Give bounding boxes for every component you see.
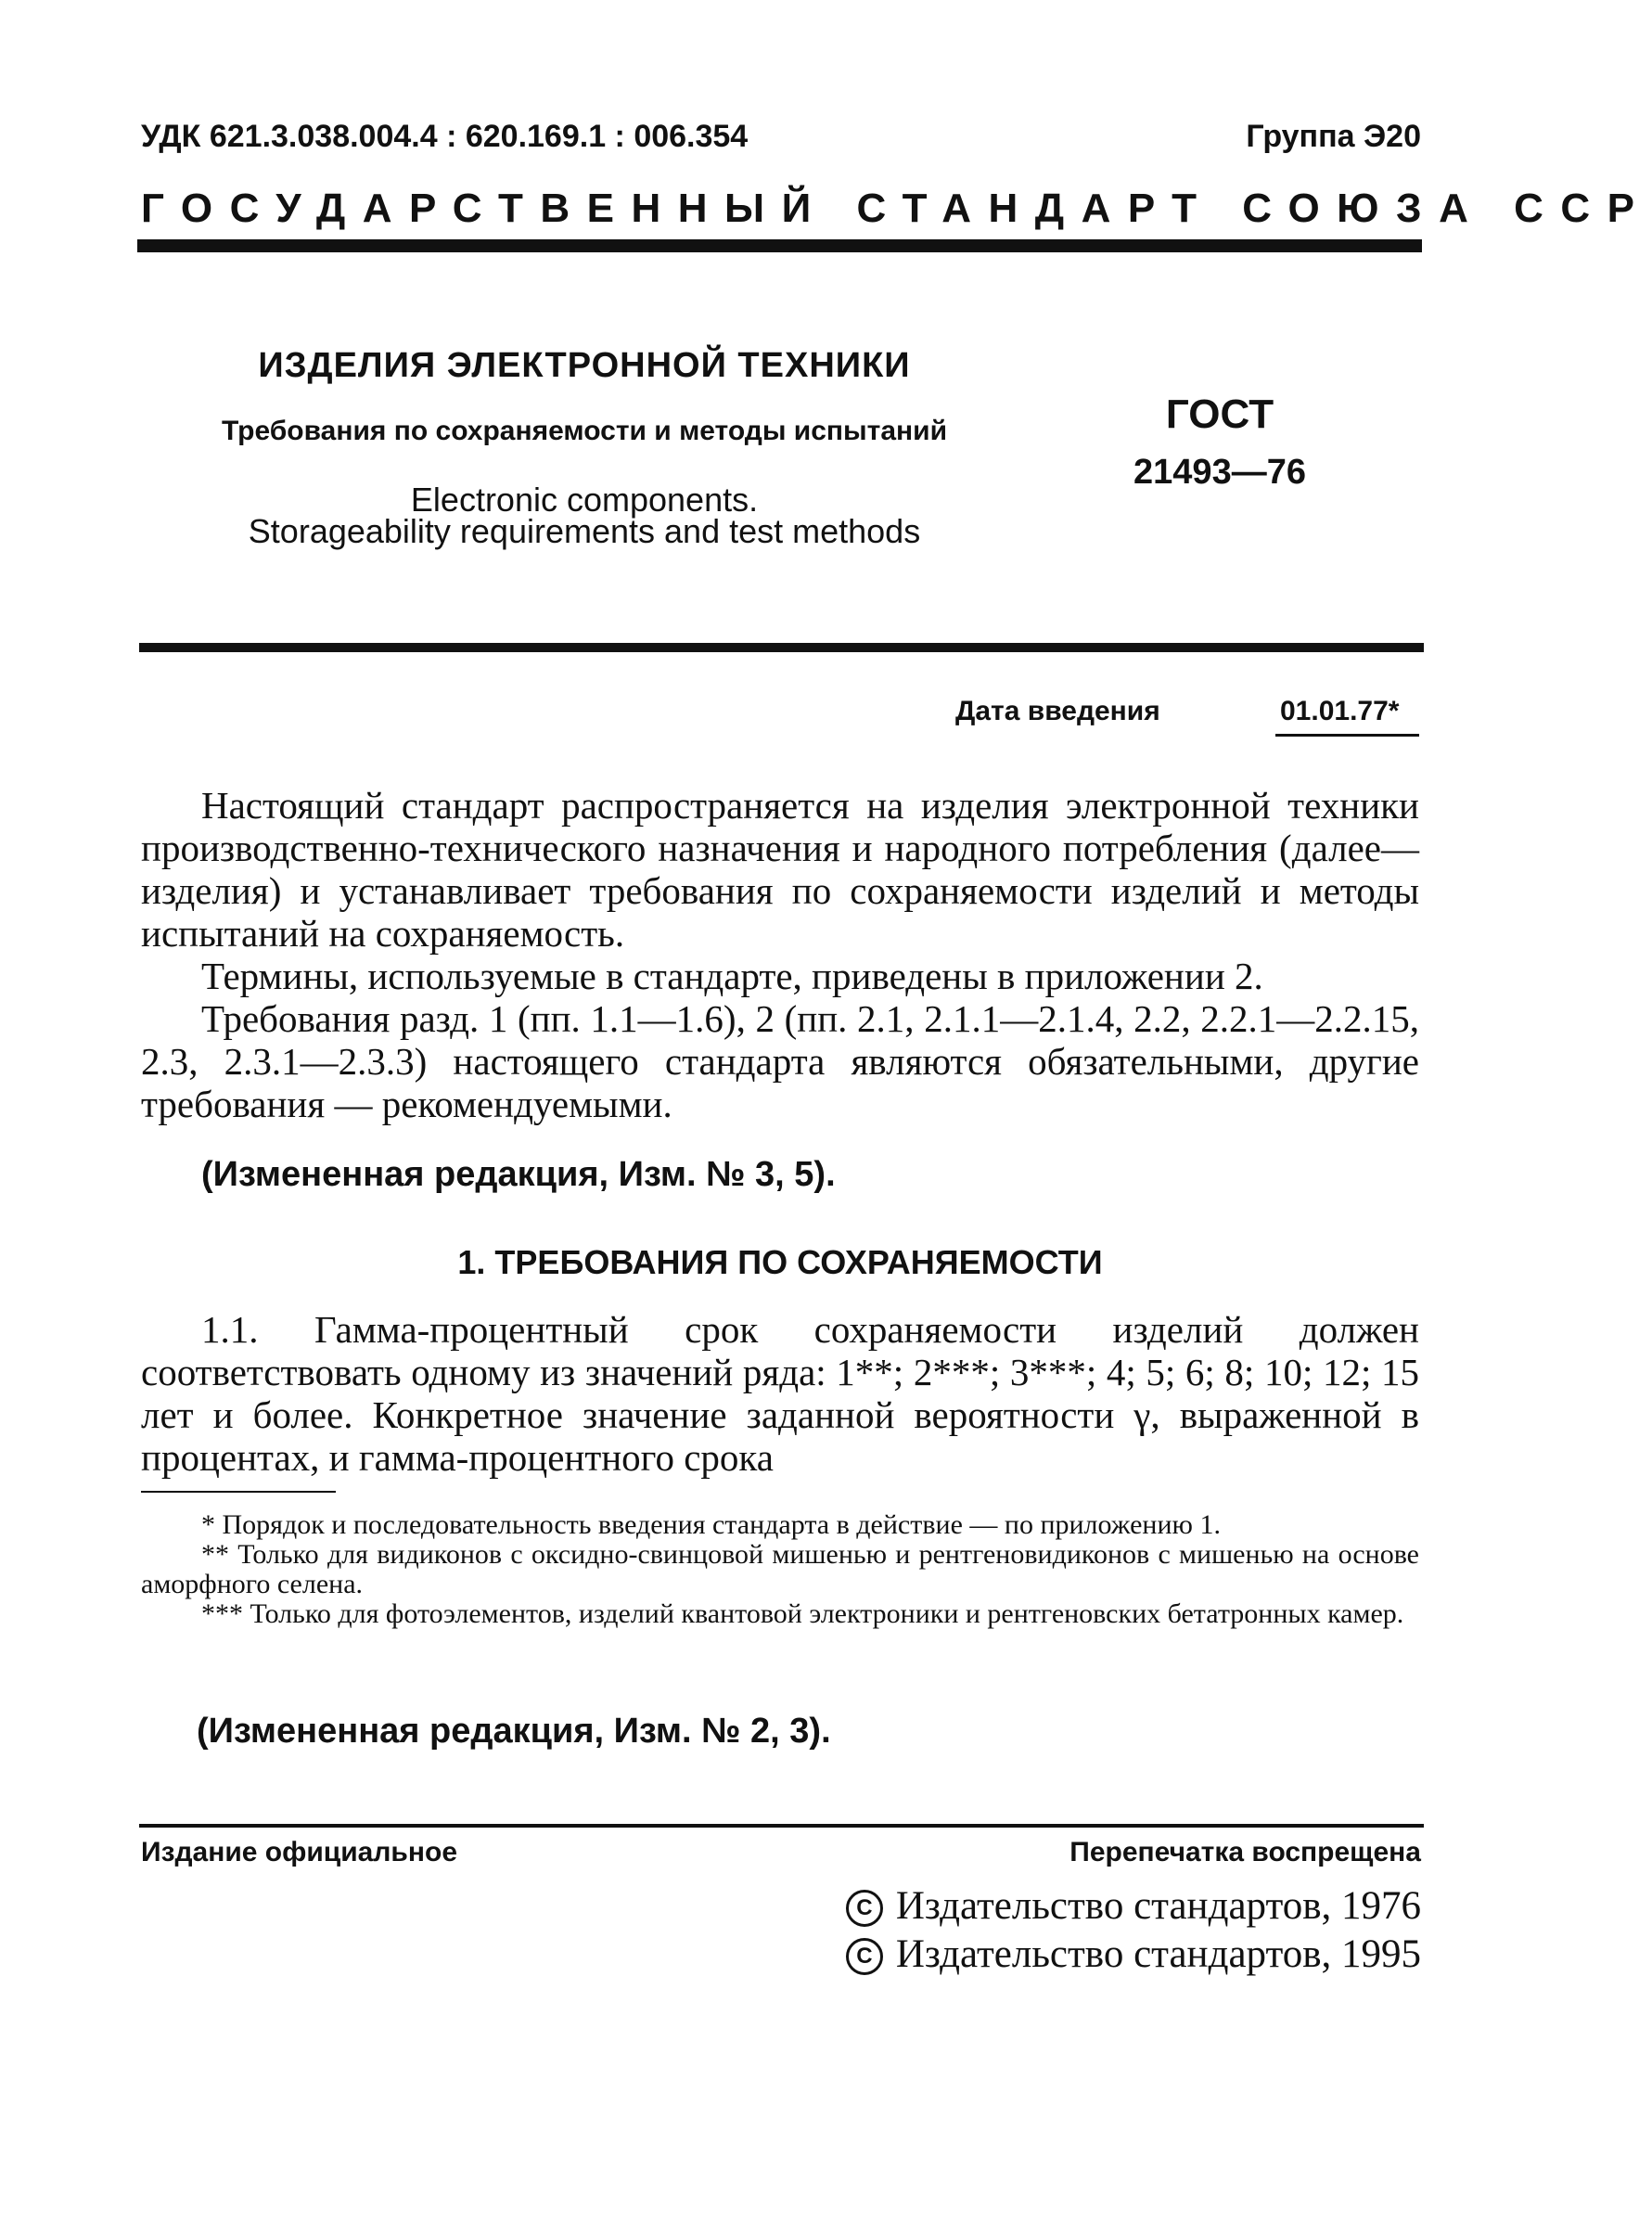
copyright-line-1 (846, 1883, 1421, 1929)
intro-paragraph-1: Настоящий стандарт распространяется на изделия электронной техники производственно-технического назначения и народного потребления (далее—изделия) и устанавливает требования по сохраняемости изделий и методы испытаний на сохраняемость. (141, 784, 1419, 955)
udk-code: УДК 621.3.038.004.4 : 620.169.1 : 006.354 (141, 119, 749, 154)
intro-paragraph-2: Термины, используемые в стандарте, приведены в приложении 2. (201, 955, 1263, 997)
intro-date-underline (1275, 734, 1419, 737)
footnote-rule (141, 1491, 336, 1493)
section-1-title: 1. ТРЕБОВАНИЯ ПО СОХРАНЯЕМОСТИ (457, 1243, 1103, 1281)
copyright-2-text: Издательство стандартов, 1995 (895, 1932, 1421, 1976)
footnote-1: * Порядок и последовательность введения стандарта в действие — по приложению 1. (201, 1509, 1221, 1540)
copyright-line-2 (846, 1931, 1421, 1977)
clause-1-1-text: 1.1. Гамма-процентный срок сохраняемости изделий должен соответствовать одному из значений ряда: 1**; 2***; 3***; 4; 5; 6; 8; 10; 12; 15 лет и более. Конкретное значение заданной вероятности γ, выраженной в процентах, и гамма-процентного срока (141, 1308, 1419, 1479)
top-rule (137, 239, 1422, 252)
bottom-rule (139, 1824, 1424, 1828)
footnote-revision-note: (Измененная редакция, Изм. № 2, 3). (197, 1712, 831, 1751)
footnote-2: ** Только для видиконов с оксидно-свинцовой мишенью и рентгеновидиконов с мишенью на основе аморфного селена. (141, 1539, 1419, 1599)
document-subtitle: Требования по сохраняемости и методы испытаний (221, 416, 948, 446)
middle-rule (139, 643, 1424, 652)
english-title-line2: Storageability requirements and test methods (248, 512, 921, 550)
copyright-icon: C (846, 1938, 883, 1975)
intro-revision-note: (Измененная редакция, Изм. № 3, 5). (201, 1155, 836, 1194)
gost-label: ГОСТ (1165, 391, 1274, 437)
gost-number: 21493—76 (1133, 453, 1306, 492)
state-standard-heading: ГОСУДАРСТВЕННЫЙ СТАНДАРТ СОЮЗА ССР (141, 186, 1652, 231)
footnotes (141, 1510, 1419, 1629)
english-title-line1: Electronic components. (410, 481, 759, 519)
official-edition-label: Издание официальное (141, 1837, 458, 1867)
intro-date-value: 01.01.77* (1280, 696, 1400, 726)
copyright-1-text: Издательство стандартов, 1976 (895, 1884, 1421, 1928)
intro-paragraph-3: Требования разд. 1 (пп. 1.1—1.6), 2 (пп. 2.1, 2.1.1—2.1.4, 2.2, 2.2.1—2.2.15, 2.3, 2.3.1—2.3.3) настоящего стандарта являются обязательными, другие требования — рекомендуемыми. (141, 997, 1419, 1125)
group-code: Группа Э20 (1246, 119, 1421, 154)
clause-1-1 (141, 1308, 1419, 1479)
reprint-prohibited-label: Перепечатка воспрещена (1069, 1837, 1421, 1867)
intro-date-label: Дата введения (955, 696, 1160, 726)
intro-text (141, 784, 1419, 1125)
footnote-3: *** Только для фотоэлементов, изделий квантовой электроники и рентгеновских бетатронных камер. (201, 1598, 1404, 1629)
copyright-icon: C (846, 1890, 883, 1927)
document-title: ИЗДЕЛИЯ ЭЛЕКТРОННОЙ ТЕХНИКИ (258, 346, 911, 385)
